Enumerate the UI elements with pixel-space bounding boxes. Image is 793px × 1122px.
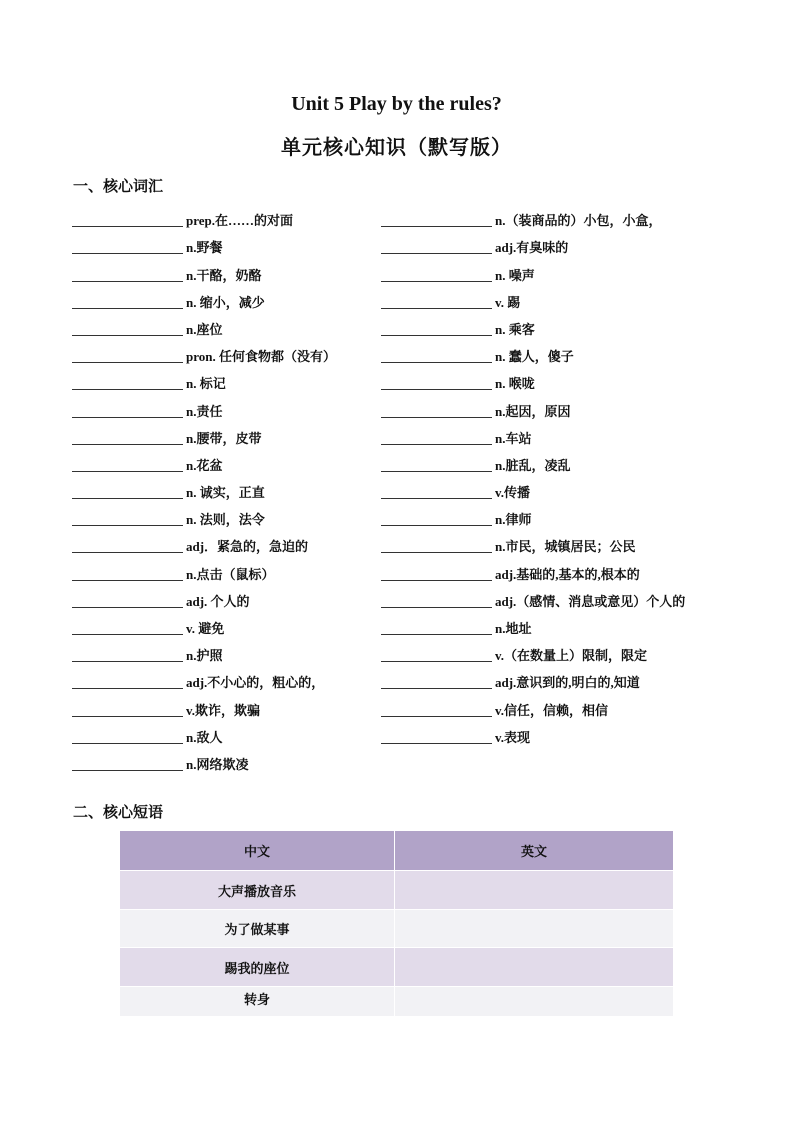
table-row (120, 871, 674, 910)
section-heading-phrases: 二、核心短语 (73, 805, 164, 821)
vocab-definition: n.起因，原因 (495, 403, 571, 419)
answer-blank[interactable] (72, 729, 183, 744)
vocab-definition: n.野餐 (186, 240, 223, 256)
vocab-item (72, 503, 336, 530)
vocab-item (72, 286, 336, 313)
answer-blank[interactable] (72, 566, 183, 581)
vocab-item (381, 449, 685, 476)
answer-blank[interactable] (381, 375, 492, 390)
answer-blank[interactable] (72, 674, 183, 689)
answer-blank[interactable] (72, 294, 183, 309)
vocab-definition: adj.基础的,基本的,根本的 (495, 566, 640, 582)
vocab-item (381, 666, 685, 693)
vocab-definition: n.脏乱，凌乱 (495, 457, 571, 473)
answer-blank[interactable] (72, 647, 183, 662)
answer-blank[interactable] (381, 239, 492, 254)
answer-blank[interactable] (381, 566, 492, 581)
answer-blank[interactable] (381, 348, 492, 363)
vocab-item (381, 394, 685, 421)
vocab-definition: v. 踢 (495, 294, 521, 310)
vocab-item (381, 585, 685, 612)
vocab-definition: n.车站 (495, 430, 532, 446)
vocab-definition: n.责任 (186, 403, 223, 419)
answer-blank[interactable] (72, 239, 183, 254)
header-chinese: 中文 (120, 831, 395, 871)
vocab-definition: n. 诚实，正直 (186, 485, 265, 501)
vocab-definition: n.地址 (495, 621, 532, 636)
vocab-definition: adj.有臭味的 (495, 240, 569, 256)
vocab-definition: n.点击（鼠标） (186, 566, 275, 582)
vocab-item (72, 666, 336, 693)
vocab-item (381, 204, 685, 231)
answer-blank[interactable] (72, 457, 183, 472)
vocab-item (381, 367, 685, 394)
vocab-item (381, 340, 685, 367)
answer-blank[interactable] (381, 702, 492, 717)
answer-blank[interactable] (72, 375, 183, 390)
answer-blank[interactable] (381, 647, 492, 662)
answer-blank[interactable] (381, 674, 492, 689)
phrase-chinese: 踢我的座位 (120, 948, 395, 987)
answer-blank[interactable] (72, 511, 183, 526)
vocab-item (72, 612, 336, 639)
vocab-definition: n. 蠢人，傻子 (495, 349, 574, 365)
vocab-definition: n.律师 (495, 512, 532, 528)
section-heading-vocab: 一、核心词汇 (73, 179, 164, 195)
answer-blank[interactable] (72, 403, 183, 418)
table-row (120, 987, 674, 1017)
vocab-definition: prep.在……的对面 (186, 213, 294, 229)
vocab-item (381, 231, 685, 258)
vocab-item (381, 476, 685, 503)
vocab-definition: adj．紧急的，急迫的 (186, 539, 309, 555)
vocab-item (72, 748, 336, 775)
vocab-item (381, 422, 685, 449)
vocab-definition: adj. 个人的 (186, 593, 250, 609)
vocab-item (72, 530, 336, 557)
header-english: 英文 (395, 831, 674, 871)
phrase-english-blank[interactable] (395, 871, 674, 910)
vocab-item (381, 721, 685, 748)
vocab-definition: n.网络欺凌 (186, 756, 249, 772)
vocab-item (381, 286, 685, 313)
vocab-definition: n.敌人 (186, 729, 223, 745)
vocab-definition: n. 喉咙 (495, 376, 535, 392)
vocab-definition: n.花盆 (186, 457, 223, 473)
vocab-item (72, 204, 336, 231)
vocab-item (72, 231, 336, 258)
vocab-definition: v.表现 (495, 729, 531, 745)
phrase-chinese: 为了做某事 (120, 910, 395, 948)
answer-blank[interactable] (381, 212, 492, 227)
answer-blank[interactable] (72, 620, 183, 635)
phrase-english-blank[interactable] (395, 910, 674, 948)
answer-blank[interactable] (72, 484, 183, 499)
vocab-item (381, 503, 685, 530)
vocab-item (72, 449, 336, 476)
page-subtitle: 单元核心知识（默写版） (281, 137, 512, 159)
vocab-definition: v. 避免 (186, 621, 225, 636)
vocab-definition: v.传播 (495, 485, 531, 501)
vocab-item (72, 639, 336, 666)
vocab-definition: adj.（感情、消息或意见）个人的 (495, 593, 686, 609)
phrase-chinese: 大声播放音乐 (120, 871, 395, 910)
vocab-definition: n.（装商品的）小包，小盒， (495, 213, 662, 229)
phrase-table (120, 831, 674, 1016)
table-header-row (120, 831, 674, 871)
vocab-definition: v.（在数量上）限制，限定 (495, 648, 648, 664)
vocab-definition: n.干酪，奶酪 (186, 267, 262, 283)
vocab-definition: v.信任，信赖，相信 (495, 702, 609, 718)
phrase-chinese: 转身 (120, 987, 395, 1017)
vocab-definition: adj.不小心的，粗心的， (186, 675, 325, 691)
vocab-item (381, 258, 685, 285)
answer-blank[interactable] (381, 321, 492, 336)
answer-blank[interactable] (72, 538, 183, 553)
answer-blank[interactable] (72, 430, 183, 445)
vocab-item (72, 313, 336, 340)
answer-blank[interactable] (381, 511, 492, 526)
vocab-definition: n. 缩小，减少 (186, 294, 265, 310)
vocab-definition: n.市民，城镇居民；公民 (495, 539, 636, 555)
vocab-definition: pron. 任何食物都（没有） (186, 349, 336, 365)
answer-blank[interactable] (381, 538, 492, 553)
vocab-definition: v.欺诈，欺骗 (186, 702, 261, 718)
answer-blank[interactable] (381, 267, 492, 282)
vocab-definition: n. 噪声 (495, 267, 535, 283)
vocab-item (381, 693, 685, 720)
vocab-item (72, 367, 336, 394)
answer-blank[interactable] (381, 403, 492, 418)
answer-blank[interactable] (381, 593, 492, 608)
vocab-item (381, 530, 685, 557)
vocab-item (381, 639, 685, 666)
vocab-definition: n. 乘客 (495, 321, 535, 337)
answer-blank[interactable] (381, 294, 492, 309)
vocab-column-left (72, 204, 336, 775)
vocab-definition: n.腰带，皮带 (186, 430, 262, 446)
vocab-item (72, 557, 336, 584)
answer-blank[interactable] (381, 729, 492, 744)
answer-blank[interactable] (381, 484, 492, 499)
vocab-item (72, 394, 336, 421)
vocab-definition: n.座位 (186, 321, 223, 337)
vocab-item (381, 557, 685, 584)
answer-blank[interactable] (72, 756, 183, 771)
vocab-item (72, 693, 336, 720)
answer-blank[interactable] (381, 457, 492, 472)
phrase-english-blank[interactable] (395, 987, 674, 1017)
vocab-item (72, 721, 336, 748)
vocab-definition: n. 法则，法令 (186, 512, 265, 528)
answer-blank[interactable] (381, 430, 492, 445)
answer-blank[interactable] (72, 321, 183, 336)
vocab-item (72, 340, 336, 367)
vocab-item (72, 422, 336, 449)
vocab-column-right (381, 204, 685, 748)
table-row (120, 910, 674, 948)
answer-blank[interactable] (72, 593, 183, 608)
vocab-item (72, 585, 336, 612)
vocab-item (381, 612, 685, 639)
page-title: Unit 5 Play by the rules? (291, 93, 502, 115)
vocab-item (72, 476, 336, 503)
vocab-definition: n.护照 (186, 648, 223, 664)
vocab-definition: adj.意识到的,明白的,知道 (495, 675, 640, 691)
answer-blank[interactable] (72, 348, 183, 363)
vocab-item (72, 258, 336, 285)
answer-blank[interactable] (72, 702, 183, 717)
answer-blank[interactable] (381, 620, 492, 635)
answer-blank[interactable] (72, 267, 183, 282)
table-row (120, 948, 674, 987)
vocab-item (381, 313, 685, 340)
answer-blank[interactable] (72, 212, 183, 227)
phrase-english-blank[interactable] (395, 948, 674, 987)
vocab-definition: n. 标记 (186, 376, 226, 392)
